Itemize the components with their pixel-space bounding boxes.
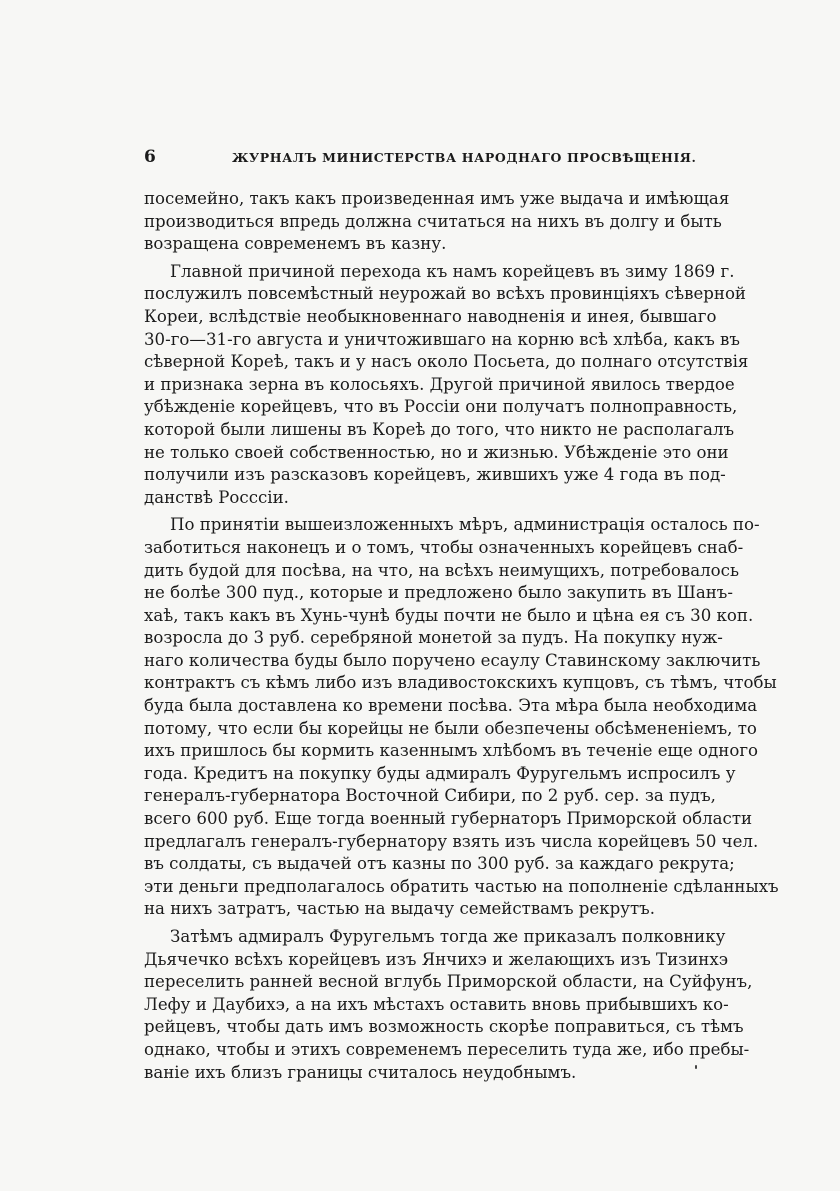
text-line: всего 600 руб. Еще тогда военный губернаторъ Приморской области <box>144 809 753 829</box>
ink-speck <box>695 1065 697 1069</box>
text-line: наго количества буды было поручено есаулу Ставинскому заключить <box>144 650 761 670</box>
text-line: ваніе ихъ близъ границы считалось неудобнымъ. <box>144 1062 577 1082</box>
text-line: которой были лишены въ Кореѣ до того, что никто не располагалъ <box>144 419 735 439</box>
text-line: посемейно, такъ какъ произведенная имъ уже выдача и имѣющая <box>144 189 730 208</box>
text-line: Главной причиной перехода къ намъ корейцевъ въ зиму 1869 г. <box>170 261 735 281</box>
text-line: Лефу и Даубихэ, а на ихъ мѣстахъ оставить вновь прибывшихъ ко- <box>144 994 729 1014</box>
paragraph <box>144 261 749 510</box>
text-line: переселить ранней весной вглубь Приморской области, на Суйфунъ, <box>144 972 753 992</box>
text-line: 30-го—31-го августа и уничтожившаго на корню всѣ хлѣба, какъ въ <box>144 329 740 349</box>
page-header <box>144 147 697 171</box>
text-line: на нихъ затратъ, частью на выдачу семействамъ рекрутъ. <box>144 899 656 919</box>
text-line: эти деньги предполагалось обратить частью на пополненіе сдѣланныхъ <box>144 876 779 896</box>
text-line: и признака зерна въ колосьяхъ. Другой причиной явилось твердое <box>144 374 735 394</box>
text-line: въ солдаты, съ выдачей отъ казны по 300 руб. за каждаго рекрута; <box>144 854 735 874</box>
text-line: возросла до 3 руб. серебряной монетой за пудъ. На покупку нуж- <box>144 628 723 648</box>
text-line: предлагалъ генералъ-губернатору взять изъ числа корейцевъ 50 чел. <box>144 831 759 851</box>
text-line: По принятіи вышеизложенныхъ мѣръ, администрація осталось по- <box>170 515 760 535</box>
text-line: Кореи, вслѣдствіе необыкновеннаго наводненія и инея, бывшаго <box>144 306 717 326</box>
text-line: возращена современемъ въ казну. <box>144 234 447 254</box>
text-line: не болѣе 300 пуд., которые и предложено было закупить въ Шанъ- <box>144 583 733 603</box>
text-line: заботиться наконецъ и о томъ, чтобы означенныхъ корейцевъ снаб- <box>144 537 744 557</box>
text-line: послужилъ повсемѣстный неурожай во всѣхъ провинціяхъ сѣверной <box>144 284 746 304</box>
text-line: хаѣ, такъ какъ въ Хунь-чунѣ буды почти не было и цѣна ея съ 30 коп. <box>144 605 754 625</box>
paragraph <box>144 188 730 256</box>
text-line: года. Кредитъ на покупку буды адмиралъ Фуругельмъ испросилъ у <box>144 763 736 783</box>
text-line: контрактъ съ кѣмъ либо изъ владивостокскихъ купцовъ, съ тѣмъ, чтобы <box>144 673 777 693</box>
text-line: убѣжденіе корейцевъ, что въ Россіи они получатъ полноправность, <box>144 397 738 417</box>
text-line: однако, чтобы и этихъ современемъ переселить туда же, ибо пребы- <box>144 1039 750 1059</box>
text-line: Затѣмъ адмиралъ Фуругельмъ тогда же приказалъ полковнику <box>170 927 726 946</box>
page-number: 6 <box>144 147 156 167</box>
text-line: потому, что если бы корейцы не были обезпечены обсѣмененіемъ, то <box>144 718 757 738</box>
body-text <box>144 188 779 1089</box>
text-line: дить будой для посѣва, на что, на всѣхъ неимущихъ, потребовалось <box>144 560 739 580</box>
text-line: буда была доставлена ко времени посѣва. Эта мѣра была необходима <box>144 696 758 716</box>
text-line: данствѣ Росссіи. <box>144 487 289 507</box>
running-title: ЖУРНАЛЪ МИНИСТЕРСТВА НАРОДНАГО ПРОСВѢЩЕНІЯ. <box>232 150 697 165</box>
text-line: производиться впредь должна считаться на нихъ въ долгу и быть <box>144 211 722 231</box>
text-line: сѣверной Кореѣ, такъ и у насъ около Посьета, до полнаго отсутствія <box>144 352 749 372</box>
paragraph <box>144 514 779 921</box>
text-line: не только своей собственностью, но и жизнью. Убѣжденіе это они <box>144 442 729 462</box>
text-line: получили изъ разсказовъ корейцевъ, жившихъ уже 4 года въ под- <box>144 465 726 485</box>
text-line: генералъ-губернатора Восточной Сибири, по 2 руб. сер. за пудъ, <box>144 786 716 806</box>
text-line: Дьячечко всѣхъ корейцевъ изъ Янчихэ и желающихъ изъ Тизинхэ <box>144 949 728 969</box>
text-line: ихъ пришлось бы кормить казеннымъ хлѣбомъ въ теченіе еще одного <box>144 741 759 761</box>
paragraph <box>144 926 753 1084</box>
text-line: рейцевъ, чтобы дать имъ возможность скорѣе поправиться, съ тѣмъ <box>144 1017 744 1037</box>
